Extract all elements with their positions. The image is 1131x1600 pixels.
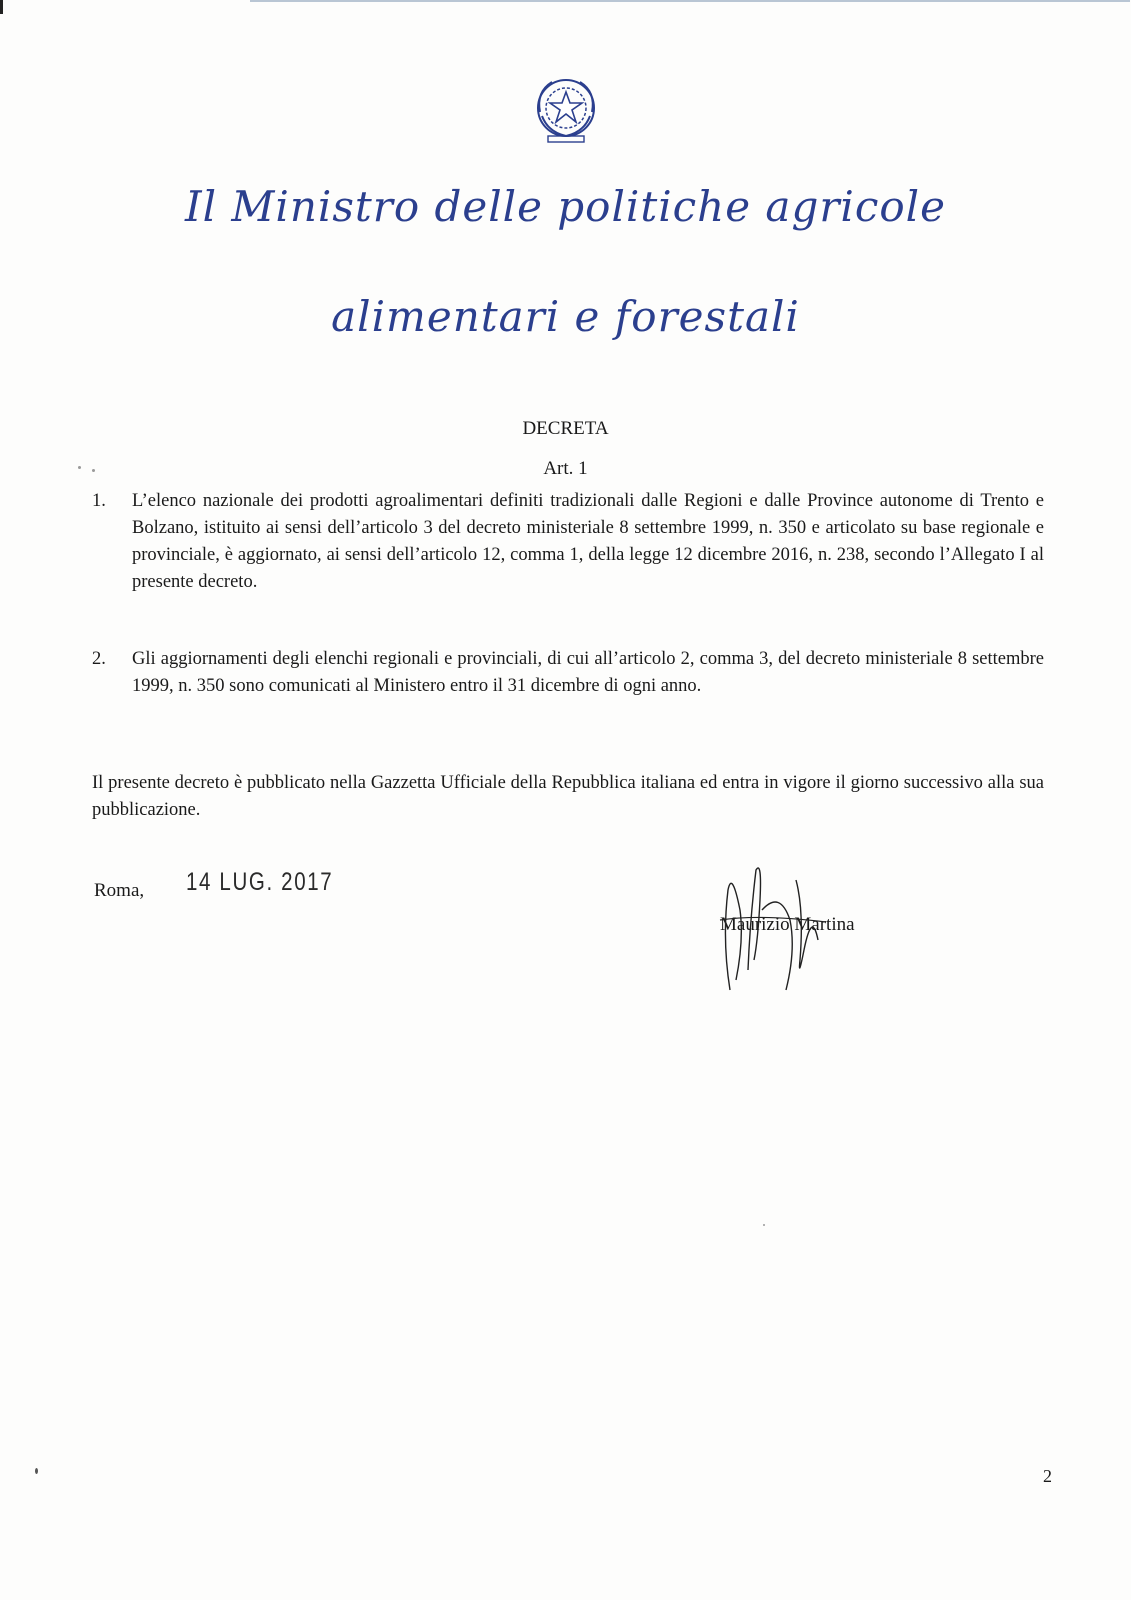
republic-emblem-icon xyxy=(528,72,604,148)
article-number: 1. xyxy=(92,491,106,511)
scan-top-edge xyxy=(250,0,1130,2)
article-paragraph-1 xyxy=(92,488,1044,596)
article-text: Gli aggiornamenti degli elenchi regionali e provinciali, di cui all’articolo 2, comma 3, del decreto ministeriale 8 settembre 1999, n. 350 sono comunicati al Ministero entro il 31 dicembre di ogni anno. xyxy=(132,649,1044,696)
scan-left-edge xyxy=(0,0,3,14)
ministry-title-line-2: alimentari e forestali xyxy=(331,292,800,341)
article-number: 2. xyxy=(92,649,106,669)
scan-speck xyxy=(35,1468,38,1474)
signatory-name: Maurizio Martina xyxy=(720,914,855,935)
article-label: Art. 1 xyxy=(543,458,588,479)
decree-heading: DECRETA xyxy=(522,418,609,439)
scan-speck xyxy=(763,1224,765,1226)
place-label: Roma, xyxy=(94,880,145,901)
scan-speck xyxy=(92,469,95,472)
page-number: 2 xyxy=(1043,1466,1052,1486)
scan-speck xyxy=(78,466,81,469)
article-paragraph-2 xyxy=(92,646,1044,700)
closing-paragraph: Il presente decreto è pubblicato nella Gazzetta Ufficiale della Repubblica italiana ed entra in vigore il giorno successivo alla sua pubblicazione. xyxy=(92,773,1044,820)
date-stamp: 14 LUG. 2017 xyxy=(186,868,334,896)
handwritten-signature xyxy=(700,850,840,1000)
article-text: L’elenco nazionale dei prodotti agroalimentari definiti tradizionali dalle Regioni e dalle Province autonome di Trento e Bolzano, istituito ai sensi dell’articolo 3 del decreto ministeriale 8 settembre 1999, n. 350 e articolato su base regionale e provinciale, è aggiornato, ai sensi dell’articolo 12, comma 1, della legge 12 dicembre 2016, n. 238, secondo l’Allegato I al presente decreto. xyxy=(132,491,1044,592)
ministry-title-line-1: Il Ministro delle politiche agricole xyxy=(185,182,946,231)
